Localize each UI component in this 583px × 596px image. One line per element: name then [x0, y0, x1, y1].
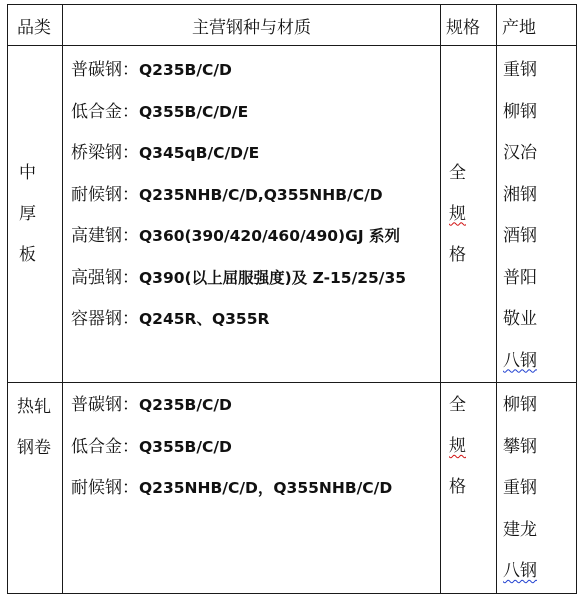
material-grade: Q235NHB/C/D,Q355NHB/C/D: [139, 185, 383, 204]
header-category: 品类: [8, 5, 63, 46]
origin-item: 普阳: [503, 267, 537, 288]
material-line: [71, 385, 440, 427]
origin-item-text: 八钢: [503, 350, 537, 371]
material-grade: Q355B/C/D/E: [139, 102, 249, 121]
origin-item: 柳钢: [503, 101, 537, 122]
origin-item: 攀钢: [503, 436, 537, 457]
material-label: 耐候钢：: [71, 184, 139, 205]
origin-item: 柳钢: [503, 395, 537, 415]
category-char: 中: [19, 162, 36, 183]
material-label: 普碳钢：: [71, 60, 139, 80]
category-cell: [8, 383, 63, 594]
material-grade: Q235NHB/C/D，Q355NHB/C/D: [139, 479, 393, 497]
category-char: 钢卷: [17, 438, 51, 458]
material-grade: Q245R、Q355R: [139, 310, 270, 328]
spec-cell: [441, 46, 497, 383]
category-char: 热轧: [17, 397, 51, 417]
materials-cell: [63, 46, 441, 383]
material-grade: Q235B/C/D: [139, 61, 232, 79]
spec-char: 全: [449, 395, 466, 415]
material-grade: Q360(390/420/460/490)GJ 系列: [139, 227, 400, 245]
table-header-row: [8, 5, 577, 46]
spec-char: 全: [449, 162, 466, 183]
material-line: [71, 92, 440, 134]
material-grade: Q235B/C/D: [139, 396, 232, 414]
material-label: 桥梁钢：: [71, 143, 139, 163]
material-line: [71, 468, 440, 510]
material-line: [71, 427, 440, 469]
origin-cell: [497, 46, 577, 383]
spec-char: 格: [449, 477, 466, 497]
origin-item-text: 八钢: [503, 561, 537, 581]
material-label: 普碳钢：: [71, 395, 139, 415]
spec-char: 格: [449, 244, 466, 265]
material-line: [71, 258, 440, 300]
origin-item: 汉冶: [503, 143, 537, 163]
origin-item: 建龙: [503, 519, 537, 540]
origin-item: 重钢: [503, 478, 537, 498]
header-materials: 主营钢种与材质: [63, 5, 441, 46]
table-row: [8, 383, 577, 594]
material-line: [71, 216, 440, 258]
material-line: [71, 299, 440, 341]
category-char: 厚: [19, 203, 36, 224]
material-grade: Q355B/C/D: [139, 437, 232, 456]
material-line: [71, 175, 440, 217]
material-line: [71, 50, 440, 92]
material-label: 低合金：: [71, 436, 139, 457]
material-label: 容器钢：: [71, 309, 139, 329]
category-char: 板: [19, 244, 36, 265]
material-line: [71, 133, 440, 175]
header-origin: 产地: [497, 5, 577, 46]
spec-char: 规: [449, 436, 466, 456]
table-row: [8, 46, 577, 383]
origin-item: 酒钢: [503, 226, 537, 246]
material-grade: Q345qB/C/D/E: [139, 144, 260, 162]
material-grade: Q390(以上屈服强度)及 Z-15/25/35: [139, 268, 407, 287]
origin-cell: [497, 383, 577, 594]
material-label: 低合金：: [71, 101, 139, 122]
header-spec: 规格: [441, 5, 497, 46]
spec-char: 规: [449, 203, 466, 224]
origin-item: 重钢: [503, 60, 537, 80]
material-label: 高强钢：: [71, 267, 139, 288]
origin-item: [503, 551, 576, 593]
origin-item: [503, 341, 576, 383]
steel-products-table: [7, 4, 577, 594]
materials-cell: [63, 383, 441, 594]
category-cell: [8, 46, 63, 383]
material-label: 高建钢：: [71, 226, 139, 246]
material-label: 耐候钢：: [71, 478, 139, 498]
spec-cell: [441, 383, 497, 594]
origin-item: 敬业: [503, 309, 537, 329]
origin-item: 湘钢: [503, 184, 537, 205]
